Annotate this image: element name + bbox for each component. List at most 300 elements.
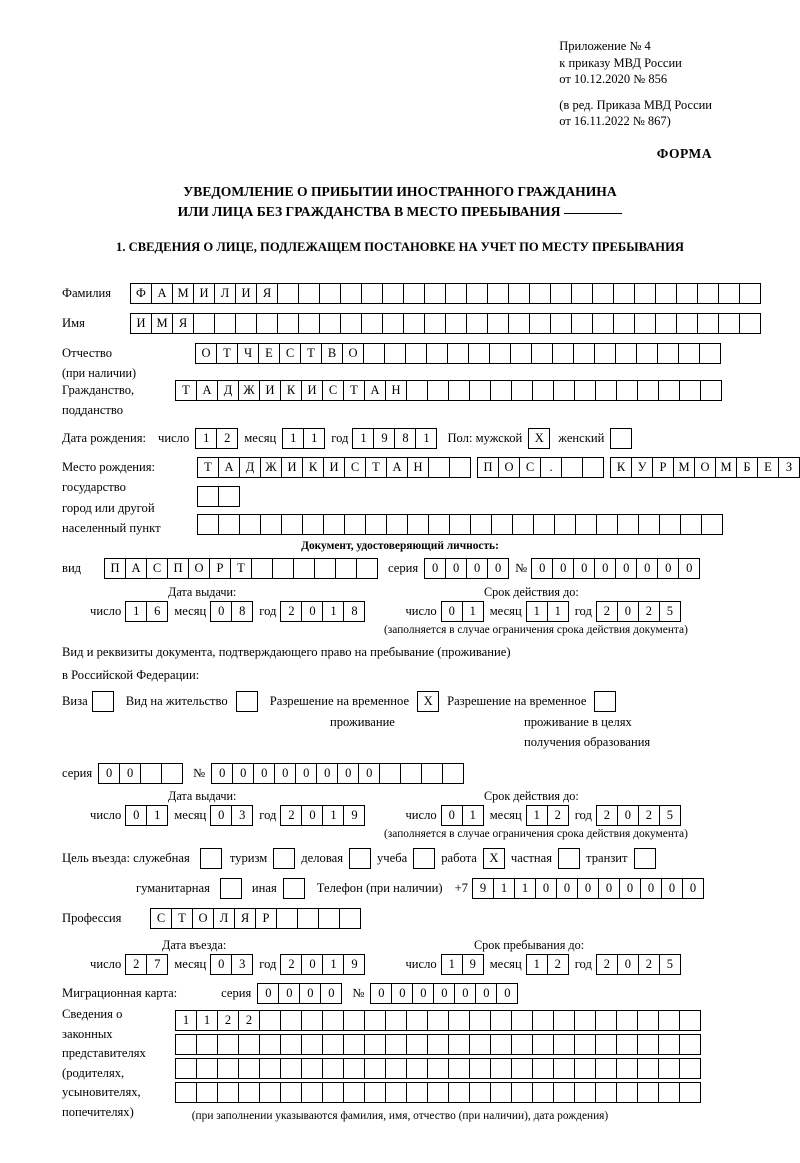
cell[interactable]	[595, 1082, 617, 1103]
cell[interactable]	[428, 514, 450, 535]
cell[interactable]: М	[172, 283, 194, 304]
cell[interactable]	[403, 283, 425, 304]
cell[interactable]: 1	[125, 601, 147, 622]
cell[interactable]	[385, 1058, 407, 1079]
legal-rep-input-row2[interactable]	[175, 1034, 701, 1055]
cell[interactable]	[340, 313, 362, 334]
cell[interactable]	[277, 283, 299, 304]
cell[interactable]: 0	[98, 763, 120, 784]
cell[interactable]: Я	[256, 283, 278, 304]
cell[interactable]	[658, 1010, 680, 1031]
cell[interactable]	[314, 558, 336, 579]
cell[interactable]: Ж	[260, 457, 282, 478]
cell[interactable]: 1	[196, 1010, 218, 1031]
cell[interactable]: Ч	[237, 343, 259, 364]
migration-number-input[interactable]	[370, 983, 518, 1004]
cell[interactable]: 0	[301, 601, 323, 622]
legal-rep-input-row1[interactable]	[175, 1010, 701, 1031]
cell[interactable]: 1	[547, 601, 569, 622]
cell[interactable]: Т	[171, 908, 193, 929]
cell[interactable]	[385, 1010, 407, 1031]
cell[interactable]	[364, 1034, 386, 1055]
cell[interactable]: 1	[146, 805, 168, 826]
cell[interactable]	[280, 1058, 302, 1079]
profession-input[interactable]	[150, 908, 361, 929]
cell[interactable]: 0	[678, 558, 700, 579]
cell[interactable]: О	[195, 343, 217, 364]
cell[interactable]	[718, 313, 740, 334]
cell[interactable]: 0	[125, 805, 147, 826]
cell[interactable]	[280, 1082, 302, 1103]
migration-series-input[interactable]	[257, 983, 342, 1004]
cell[interactable]: В	[321, 343, 343, 364]
cell[interactable]: 0	[552, 558, 574, 579]
phone-input[interactable]	[472, 878, 704, 899]
cell[interactable]	[739, 313, 761, 334]
cell[interactable]	[616, 1082, 638, 1103]
cell[interactable]	[676, 313, 698, 334]
cell[interactable]	[594, 343, 616, 364]
cell[interactable]	[281, 514, 303, 535]
cell[interactable]: 0	[299, 983, 321, 1004]
cell[interactable]	[637, 1082, 659, 1103]
cell[interactable]: 5	[659, 601, 681, 622]
cell[interactable]: 1	[526, 954, 548, 975]
cell[interactable]: О	[694, 457, 716, 478]
entry-day-input[interactable]	[125, 954, 168, 975]
birthplace-city-input-part1[interactable]	[610, 457, 800, 478]
cell[interactable]	[196, 1082, 218, 1103]
cell[interactable]	[469, 1010, 491, 1031]
cell[interactable]	[427, 380, 449, 401]
stay-year-input[interactable]	[596, 954, 681, 975]
permit-valid-month-input[interactable]	[526, 805, 569, 826]
cell[interactable]: 0	[391, 983, 413, 1004]
cell[interactable]	[553, 1010, 575, 1031]
cell[interactable]	[595, 380, 617, 401]
visa-checkbox[interactable]	[92, 691, 114, 712]
cell[interactable]	[469, 1034, 491, 1055]
cell[interactable]: 0	[274, 763, 296, 784]
cell[interactable]	[550, 283, 572, 304]
cell[interactable]	[319, 313, 341, 334]
cell[interactable]	[197, 486, 219, 507]
cell[interactable]	[448, 1034, 470, 1055]
cell[interactable]: 1	[415, 428, 437, 449]
cell[interactable]: 3	[231, 954, 253, 975]
cell[interactable]: О	[498, 457, 520, 478]
cell[interactable]: 0	[657, 558, 679, 579]
cell[interactable]	[273, 848, 295, 869]
cell[interactable]: З	[778, 457, 800, 478]
cell[interactable]: 0	[556, 878, 578, 899]
cell[interactable]: 0	[211, 763, 233, 784]
cell[interactable]	[214, 313, 236, 334]
cell[interactable]: 0	[636, 558, 658, 579]
cell[interactable]	[658, 1034, 680, 1055]
cell[interactable]: 1	[514, 878, 536, 899]
cell[interactable]	[469, 1058, 491, 1079]
cell[interactable]	[613, 283, 635, 304]
cell[interactable]: 0	[316, 763, 338, 784]
cell[interactable]	[532, 1082, 554, 1103]
cell[interactable]: 0	[445, 558, 467, 579]
cell[interactable]: 0	[487, 558, 509, 579]
cell[interactable]	[697, 283, 719, 304]
cell[interactable]: 1	[195, 428, 217, 449]
cell[interactable]	[529, 283, 551, 304]
edu-residence-checkbox[interactable]	[594, 691, 616, 712]
cell[interactable]: 1	[526, 805, 548, 826]
purpose-other-checkbox[interactable]	[283, 878, 305, 899]
cell[interactable]	[382, 313, 404, 334]
cell[interactable]: 0	[682, 878, 704, 899]
cell[interactable]	[637, 1034, 659, 1055]
cell[interactable]: О	[192, 908, 214, 929]
sex-male-checkbox[interactable]	[528, 428, 550, 449]
cell[interactable]: 0	[301, 805, 323, 826]
cell[interactable]: 3	[231, 805, 253, 826]
cell[interactable]	[196, 1058, 218, 1079]
cell[interactable]	[448, 380, 470, 401]
cell[interactable]: 1	[352, 428, 374, 449]
cell[interactable]: 1	[175, 1010, 197, 1031]
cell[interactable]	[421, 763, 443, 784]
cell[interactable]: 7	[146, 954, 168, 975]
cell[interactable]: И	[130, 313, 152, 334]
cell[interactable]	[531, 343, 553, 364]
cell[interactable]: П	[477, 457, 499, 478]
cell[interactable]	[466, 313, 488, 334]
cell[interactable]: 0	[253, 763, 275, 784]
cell[interactable]: 0	[119, 763, 141, 784]
cell[interactable]: 2	[638, 954, 660, 975]
cell[interactable]: Т	[300, 343, 322, 364]
cell[interactable]	[532, 1010, 554, 1031]
cell[interactable]: 0	[598, 878, 620, 899]
cell[interactable]	[511, 1082, 533, 1103]
cell[interactable]	[238, 1034, 260, 1055]
cell[interactable]	[335, 558, 357, 579]
cell[interactable]	[680, 514, 702, 535]
cell[interactable]	[197, 514, 219, 535]
cell[interactable]	[385, 1034, 407, 1055]
cell[interactable]: X	[528, 428, 550, 449]
cell[interactable]: К	[302, 457, 324, 478]
cell[interactable]	[196, 1034, 218, 1055]
cell[interactable]: Ж	[238, 380, 260, 401]
cell[interactable]	[140, 763, 162, 784]
cell[interactable]	[424, 313, 446, 334]
cell[interactable]	[532, 1058, 554, 1079]
cell[interactable]: 0	[454, 983, 476, 1004]
cell[interactable]: Н	[407, 457, 429, 478]
cell[interactable]: 0	[210, 954, 232, 975]
legal-rep-input-row3[interactable]	[175, 1058, 701, 1079]
cell[interactable]	[280, 1034, 302, 1055]
cell[interactable]: 0	[619, 878, 641, 899]
cell[interactable]	[554, 514, 576, 535]
cell[interactable]	[508, 283, 530, 304]
cell[interactable]: 0	[295, 763, 317, 784]
cell[interactable]: 1	[462, 601, 484, 622]
cell[interactable]: 0	[594, 558, 616, 579]
cell[interactable]	[277, 313, 299, 334]
cell[interactable]	[657, 343, 679, 364]
cell[interactable]	[356, 558, 378, 579]
cell[interactable]: Р	[652, 457, 674, 478]
cell[interactable]	[407, 514, 429, 535]
cell[interactable]: 9	[373, 428, 395, 449]
cell[interactable]: 2	[280, 805, 302, 826]
cell[interactable]: 0	[320, 983, 342, 1004]
cell[interactable]	[637, 1010, 659, 1031]
cell[interactable]	[658, 380, 680, 401]
purpose-business-checkbox[interactable]	[349, 848, 371, 869]
cell[interactable]: 0	[535, 878, 557, 899]
permit-issue-year-input[interactable]	[280, 805, 365, 826]
cell[interactable]	[217, 1082, 239, 1103]
cell[interactable]	[610, 428, 632, 449]
cell[interactable]: Ф	[130, 283, 152, 304]
purpose-private-checkbox[interactable]	[558, 848, 580, 869]
cell[interactable]	[339, 908, 361, 929]
entry-month-input[interactable]	[210, 954, 253, 975]
purpose-humanitarian-checkbox[interactable]	[220, 878, 242, 899]
cell[interactable]	[260, 514, 282, 535]
cell[interactable]: И	[301, 380, 323, 401]
cell[interactable]	[595, 1058, 617, 1079]
cell[interactable]: 0	[615, 558, 637, 579]
cell[interactable]	[361, 283, 383, 304]
cell[interactable]: 2	[596, 601, 618, 622]
cell[interactable]: 2	[280, 954, 302, 975]
cell[interactable]	[511, 1010, 533, 1031]
cell[interactable]: .	[540, 457, 562, 478]
cell[interactable]: М	[151, 313, 173, 334]
cell[interactable]	[466, 283, 488, 304]
cell[interactable]	[491, 514, 513, 535]
cell[interactable]: К	[610, 457, 632, 478]
cell[interactable]	[426, 343, 448, 364]
cell[interactable]	[283, 878, 305, 899]
cell[interactable]	[658, 1082, 680, 1103]
cell[interactable]	[384, 343, 406, 364]
cell[interactable]: 0	[617, 954, 639, 975]
cell[interactable]	[322, 1058, 344, 1079]
cell[interactable]: 0	[466, 558, 488, 579]
cell[interactable]	[678, 343, 700, 364]
cell[interactable]	[553, 1058, 575, 1079]
citizenship-input[interactable]	[175, 380, 722, 401]
cell[interactable]	[679, 1082, 701, 1103]
permit-series-input[interactable]	[98, 763, 183, 784]
cell[interactable]: 1	[322, 954, 344, 975]
cell[interactable]	[217, 1058, 239, 1079]
cell[interactable]: 0	[210, 805, 232, 826]
cell[interactable]	[595, 1034, 617, 1055]
cell[interactable]: 0	[210, 601, 232, 622]
cell[interactable]: 0	[661, 878, 683, 899]
birthplace-city-input-part2[interactable]	[197, 486, 240, 507]
cell[interactable]	[676, 283, 698, 304]
cell[interactable]	[697, 313, 719, 334]
cell[interactable]	[340, 283, 362, 304]
cell[interactable]	[658, 1058, 680, 1079]
cell[interactable]	[718, 283, 740, 304]
cell[interactable]: Т	[365, 457, 387, 478]
cell[interactable]	[428, 457, 450, 478]
cell[interactable]: 9	[472, 878, 494, 899]
cell[interactable]: И	[259, 380, 281, 401]
cell[interactable]	[349, 848, 371, 869]
cell[interactable]	[385, 1082, 407, 1103]
cell[interactable]	[616, 1058, 638, 1079]
cell[interactable]	[617, 514, 639, 535]
purpose-tourism-checkbox[interactable]	[273, 848, 295, 869]
cell[interactable]	[511, 1034, 533, 1055]
doc-issue-year-input[interactable]	[280, 601, 365, 622]
cell[interactable]	[200, 848, 222, 869]
cell[interactable]	[365, 514, 387, 535]
cell[interactable]	[490, 1010, 512, 1031]
cell[interactable]: Д	[217, 380, 239, 401]
cell[interactable]: Н	[385, 380, 407, 401]
stay-month-input[interactable]	[526, 954, 569, 975]
cell[interactable]	[470, 514, 492, 535]
cell[interactable]	[382, 283, 404, 304]
cell[interactable]: С	[146, 558, 168, 579]
cell[interactable]	[301, 1082, 323, 1103]
cell[interactable]	[445, 283, 467, 304]
cell[interactable]	[592, 313, 614, 334]
cell[interactable]	[256, 313, 278, 334]
cell[interactable]	[490, 380, 512, 401]
cell[interactable]	[699, 343, 721, 364]
cell[interactable]: 6	[146, 601, 168, 622]
cell[interactable]: 0	[475, 983, 497, 1004]
cell[interactable]	[574, 380, 596, 401]
cell[interactable]	[301, 1010, 323, 1031]
cell[interactable]	[655, 283, 677, 304]
cell[interactable]	[448, 1010, 470, 1031]
cell[interactable]: 0	[358, 763, 380, 784]
cell[interactable]: 2	[638, 805, 660, 826]
cell[interactable]: 1	[441, 954, 463, 975]
cell[interactable]	[238, 1082, 260, 1103]
cell[interactable]	[343, 1058, 365, 1079]
cell[interactable]	[220, 878, 242, 899]
cell[interactable]	[469, 380, 491, 401]
cell[interactable]	[293, 558, 315, 579]
cell[interactable]	[508, 313, 530, 334]
birth-day-input[interactable]	[195, 428, 238, 449]
cell[interactable]	[489, 343, 511, 364]
purpose-transit-checkbox[interactable]	[634, 848, 656, 869]
cell[interactable]: О	[188, 558, 210, 579]
cell[interactable]	[532, 1034, 554, 1055]
cell[interactable]: Е	[258, 343, 280, 364]
cell[interactable]	[490, 1034, 512, 1055]
cell[interactable]	[236, 691, 258, 712]
purpose-service-checkbox[interactable]	[200, 848, 222, 869]
surname-input[interactable]	[130, 283, 761, 304]
cell[interactable]	[405, 343, 427, 364]
cell[interactable]: X	[417, 691, 439, 712]
cell[interactable]: 2	[217, 1010, 239, 1031]
cell[interactable]: Д	[239, 457, 261, 478]
cell[interactable]	[679, 1034, 701, 1055]
cell[interactable]: С	[519, 457, 541, 478]
permit-issue-month-input[interactable]	[210, 805, 253, 826]
cell[interactable]: И	[281, 457, 303, 478]
cell[interactable]	[533, 514, 555, 535]
cell[interactable]	[558, 848, 580, 869]
cell[interactable]	[553, 1034, 575, 1055]
cell[interactable]: 2	[238, 1010, 260, 1031]
cell[interactable]: 1	[493, 878, 515, 899]
doc-valid-day-input[interactable]	[441, 601, 484, 622]
cell[interactable]: 0	[496, 983, 518, 1004]
birthplace-state-extra-input[interactable]	[477, 457, 604, 478]
cell[interactable]	[322, 1082, 344, 1103]
purpose-work-checkbox[interactable]	[483, 848, 505, 869]
cell[interactable]	[413, 848, 435, 869]
cell[interactable]: 1	[322, 601, 344, 622]
cell[interactable]	[487, 283, 509, 304]
cell[interactable]: 2	[280, 601, 302, 622]
cell[interactable]: 0	[257, 983, 279, 1004]
cell[interactable]: 2	[125, 954, 147, 975]
cell[interactable]	[469, 1082, 491, 1103]
cell[interactable]: А	[218, 457, 240, 478]
cell[interactable]: 0	[278, 983, 300, 1004]
cell[interactable]	[448, 1082, 470, 1103]
cell[interactable]	[550, 313, 572, 334]
cell[interactable]: Т	[343, 380, 365, 401]
cell[interactable]	[592, 283, 614, 304]
cell[interactable]: 1	[462, 805, 484, 826]
cell[interactable]	[235, 313, 257, 334]
cell[interactable]	[238, 1058, 260, 1079]
cell[interactable]	[468, 343, 490, 364]
cell[interactable]	[679, 1058, 701, 1079]
cell[interactable]: 2	[547, 954, 569, 975]
cell[interactable]: А	[151, 283, 173, 304]
cell[interactable]	[447, 343, 469, 364]
cell[interactable]: П	[167, 558, 189, 579]
cell[interactable]: 0	[232, 763, 254, 784]
cell[interactable]: А	[125, 558, 147, 579]
cell[interactable]	[595, 1010, 617, 1031]
cell[interactable]	[217, 1034, 239, 1055]
cell[interactable]	[406, 380, 428, 401]
temp-residence-checkbox[interactable]	[417, 691, 439, 712]
cell[interactable]: 1	[322, 805, 344, 826]
cell[interactable]: Л	[214, 283, 236, 304]
cell[interactable]: 9	[343, 954, 365, 975]
cell[interactable]	[445, 313, 467, 334]
cell[interactable]	[424, 283, 446, 304]
cell[interactable]	[449, 457, 471, 478]
cell[interactable]	[427, 1058, 449, 1079]
cell[interactable]: 0	[412, 983, 434, 1004]
cell[interactable]	[596, 514, 618, 535]
cell[interactable]: 1	[526, 601, 548, 622]
cell[interactable]	[529, 313, 551, 334]
cell[interactable]	[574, 1082, 596, 1103]
cell[interactable]	[582, 457, 604, 478]
